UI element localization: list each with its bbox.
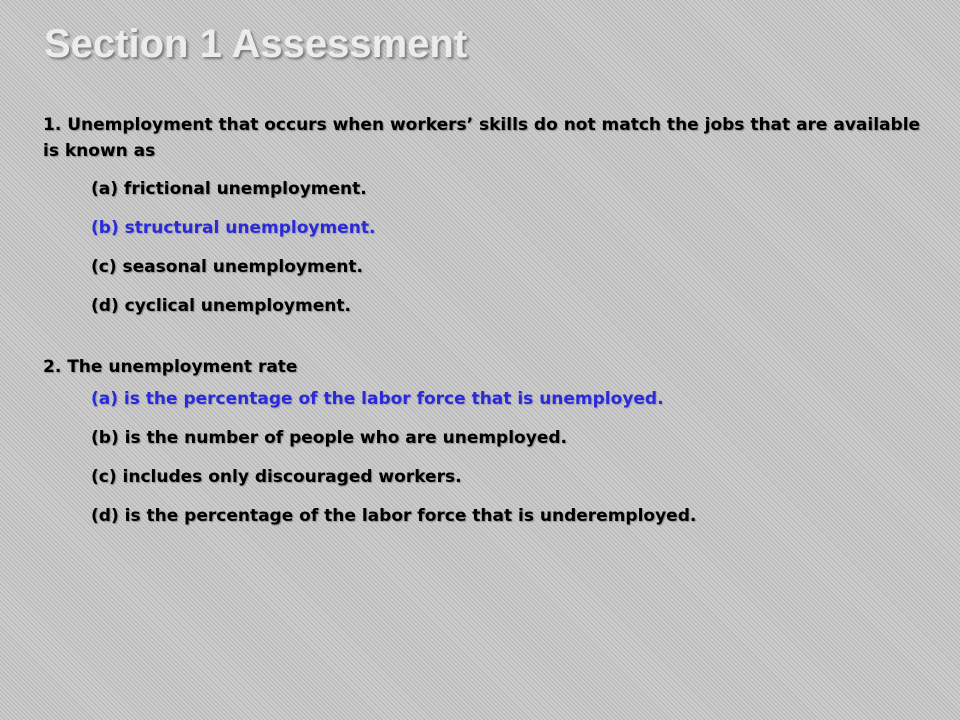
slide-title: Section 1 Assessment: [44, 22, 468, 66]
slide-content: [43, 112, 923, 536]
answer-option-a-correct: (a) is the percentage of the labor force that is unemployed.: [91, 389, 664, 409]
answer-option-b: (b) is the number of people who are unemployed.: [91, 428, 567, 448]
answer-option-c: (c) seasonal unemployment.: [91, 257, 363, 277]
question-spacer: [43, 326, 923, 354]
question-1: [43, 112, 923, 326]
answer-option-a: (a) frictional unemployment.: [91, 179, 367, 199]
question-prompt: 2. The unemployment rate: [43, 357, 298, 377]
question-prompt: 1. Unemployment that occurs when workers’ skills do not match the jobs that are available is known as: [43, 115, 921, 161]
answer-option-d: (d) cyclical unemployment.: [91, 296, 351, 316]
answer-option-b-correct: (b) structural unemployment.: [91, 218, 376, 238]
answer-option-c: (c) includes only discouraged workers.: [91, 467, 462, 487]
answer-option-d: (d) is the percentage of the labor force that is underemployed.: [91, 506, 697, 526]
question-2: [43, 354, 923, 536]
